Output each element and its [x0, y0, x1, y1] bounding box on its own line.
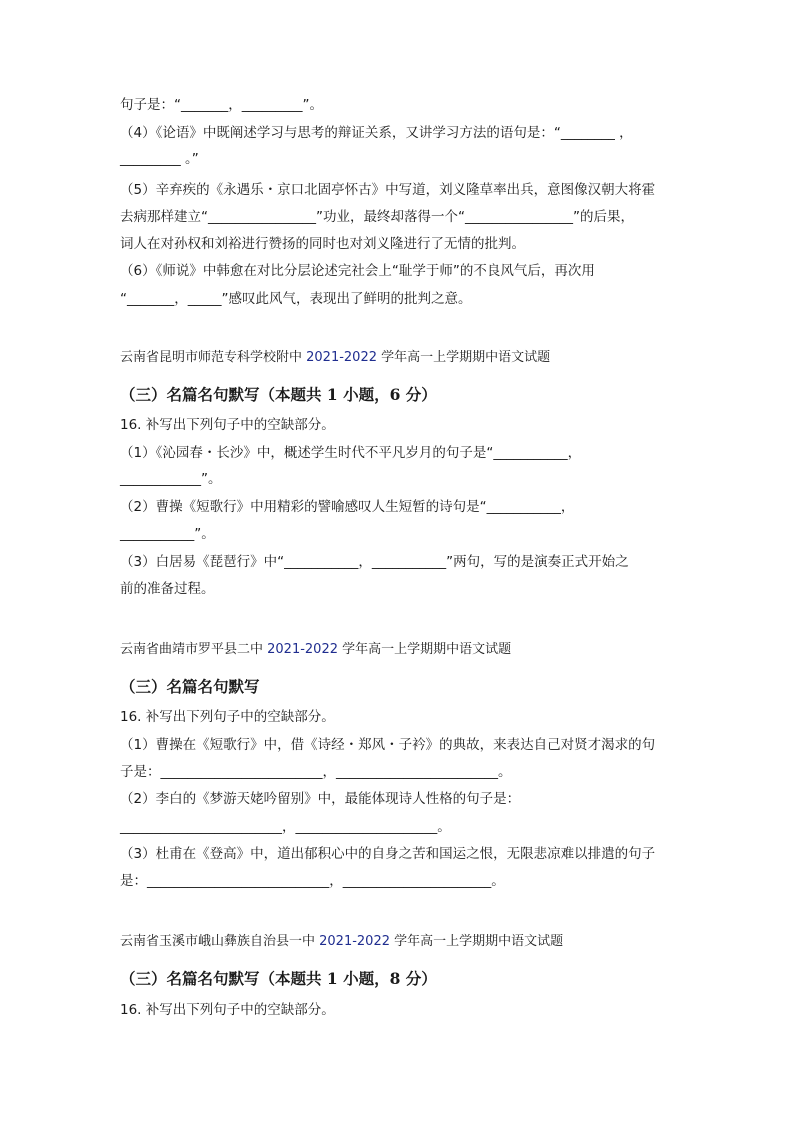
question-16-line: 16. 补写出下列句子中的空缺部分。	[120, 709, 335, 725]
source-year: 2021-2022	[267, 642, 338, 657]
text-line: 去病那样建立“________________”功业，最终却落得一个“________________”的后果，	[120, 209, 634, 225]
text-line: ____________”。	[120, 471, 222, 487]
source-line	[120, 641, 511, 659]
question-6-line: （6）《师说》中韩愈在对比分层论述完社会上“耻学于师”的不良风气后，再次用	[120, 263, 595, 279]
text-line: 句子是：“_______，_________”。	[120, 97, 323, 113]
text-line: （2）李白的《梦游天姥吟留别》中，最能体现诗人性格的句子是：	[120, 791, 521, 807]
source-school: 云南省曲靖市罗平县二中	[120, 642, 268, 657]
question-5-line: （5）辛弃疾的《永遇乐・京口北固亭怀古》中写道，刘义隆草率出兵，意图像汉朝大将霍	[120, 182, 656, 198]
text-line: “_______，_____”感叹此风气，表现出了鲜明的批判之意。	[120, 291, 472, 307]
question-4-line: （4）《论语》中既阐述学习与思考的辩证关系，又讲学习方法的语句是：“________ ，	[120, 125, 633, 141]
source-school: 云南省昆明市师范专科学校附中	[120, 350, 307, 365]
source-term: 学年高一上学期期中语文试题	[338, 642, 512, 657]
text-line: _________ 。”	[120, 151, 199, 167]
source-year: 2021-2022	[319, 934, 390, 949]
text-line: 前的准备过程。	[120, 581, 215, 597]
section-heading: （三）名篇名句默写（本题共 1 小题，6 分）	[120, 385, 437, 404]
text-line: 子是：________________________，________________________。	[120, 764, 512, 780]
text-line: （1）曹操在《短歌行》中，借《诗经・郑风・子衿》的典故，来表达自己对贤才渴求的句	[120, 737, 656, 753]
text-line: ___________”。	[120, 526, 215, 542]
source-school: 云南省玉溪市峨山彝族自治县一中	[120, 934, 320, 949]
text-line: 是：___________________________，______________________。	[120, 873, 505, 889]
question-16-line: 16. 补写出下列句子中的空缺部分。	[120, 417, 335, 433]
question-16-line: 16. 补写出下列句子中的空缺部分。	[120, 1002, 335, 1018]
text-line: （2）曹操《短歌行》中用精彩的譬喻感叹人生短暂的诗句是“___________，	[120, 499, 575, 515]
source-term: 学年高一上学期期中语文试题	[377, 350, 551, 365]
text-line: 词人在对孙权和刘裕进行赞扬的同时也对刘义隆进行了无情的批判。	[120, 236, 525, 252]
source-year: 2021-2022	[306, 350, 377, 365]
section-heading: （三）名篇名句默写（本题共 1 小题，8 分）	[120, 969, 437, 988]
text-line: （3）白居易《琵琶行》中“___________，___________”两句，写的是演奏正式开始之	[120, 554, 629, 570]
text-line: ________________________，_____________________。	[120, 819, 451, 835]
text-line: （1）《沁园春・长沙》中，概述学生时代不平凡岁月的句子是“___________，	[120, 445, 582, 461]
text-line: （3）杜甫在《登高》中，道出郁积心中的自身之苦和国运之恨，无限悲凉难以排遣的句子	[120, 846, 656, 862]
source-line	[120, 933, 563, 951]
source-line	[120, 349, 550, 367]
section-heading: （三）名篇名句默写	[120, 677, 260, 696]
source-term: 学年高一上学期期中语文试题	[390, 934, 564, 949]
